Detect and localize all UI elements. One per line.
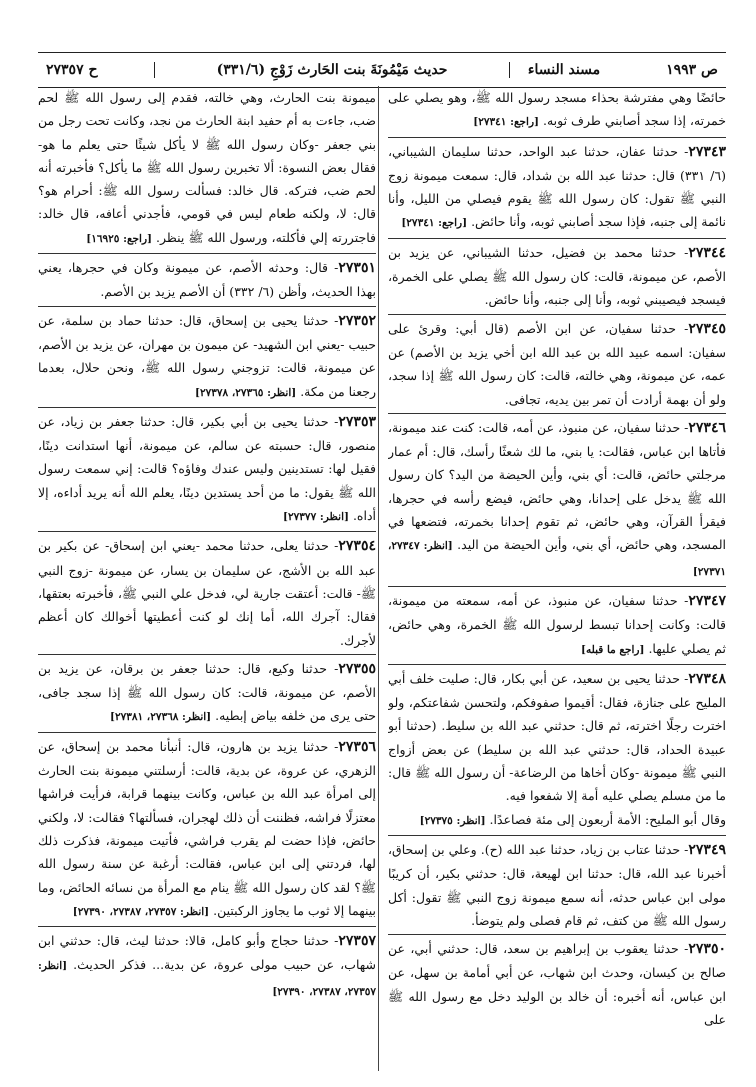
hadith-text: - قال: وحدثه الأصم، عن ميمونة وكان في حجرها، يعني بهذا الحديث، وأظن (٦/ ٣٣٢) أن الأصم يزيد بن الأصم.	[38, 260, 376, 300]
hadith-text: - حدثنا عفان، حدثنا عبد الواحد، حدثنا سليمان الشيباني، (٦/ ٣٣١) قال: حدثنا عبد الله بن شداد، قال: سمعت ميمونة زوج النبي ﷺ تقول: كان رسول الله ﷺ يقوم فيصلي من الليل، وأنا نائمة إلى جنبه، فإذا سجد أصابني ثوبه، وأنا حائض.	[388, 143, 726, 230]
hadith-text: وقال أبو المليح: الأمة أربعون إلى مئة فصاعدًا.	[489, 811, 726, 827]
hadith-entry	[38, 732, 376, 924]
cross-reference: [انظر: ٢٧٣٦٨، ٢٧٣٨١]	[109, 711, 212, 724]
hadith-number: ٢٧٣٤٤	[688, 244, 726, 261]
hadith-text: - حدثنا يزيد بن هارون، قال: أنبأنا محمد بن إسحاق، عن الزهري، عن عروة، عن بدية، قالت: أرسلتني ميمونة بنت الحارث إلى امرأة عبد الله بن عباس، وكانت بينهما قرابة، فرأيت فراشها معتزلًا فراشه، فظننت أن ذلك لهجران، فسألتها؟ فقالت: لا، ولكني حائض، فإذا حضت لم يقرب فراشي، فأتيت ميمونة، فذكرت ذلك لها، فردتني إلى ابن عباس، فقالت: أرغبة عن سنة رسول الله ﷺ؟ لقد كان رسول الله ﷺ ينام مع المرأة من نسائه الحائض، وما بينهما إلا ثوب ما يجاوز الركبتين.	[38, 738, 376, 918]
hadith-text: حائضًا وهي مفترشة بحذاء مسجد رسول الله ﷺ، وهو يصلي على خمرته، إذا سجد أصابني طرف ثوبه.	[388, 90, 726, 129]
cross-reference: [انظر: ٢٧٣٥٧، ٢٧٣٨٧، ٢٧٣٩٠]	[72, 905, 210, 918]
column-divider	[378, 86, 379, 1071]
hadith-number: ٢٧٣٤٨	[688, 670, 726, 687]
musnad-section: مسند النساء	[509, 62, 618, 78]
cross-reference: [انظر: ٢٧٣٧٧]	[283, 511, 349, 524]
hadith-entry	[388, 934, 726, 1031]
cross-reference: [راجع ما قبله]	[581, 643, 645, 656]
hadith-entry	[388, 314, 726, 411]
hadith-text: - حدثنا سفيان، عن ابن الأصم (قال أبي: وقرئ على سفيان: اسمه عبيد الله بن عبد الله ابن أخي يزيد بن الأصم) عن عمه، عن ميمونة، وهي خالته، قالت: كان رسول الله ﷺ إذا سجد، ولو أن بهمة أرادت أن تمر بين يديه، تجافى.	[388, 320, 726, 407]
hadith-number: ٢٧٣٤٥	[688, 320, 726, 337]
page-number: ص ١٩٩٣	[666, 62, 718, 78]
hadith-number: ٢٧٣٤٧	[688, 592, 726, 609]
cross-reference: [انظر: ٢٧٣٧٥]	[419, 814, 486, 827]
hadith-entry	[38, 86, 376, 251]
hadith-entry	[38, 306, 376, 405]
hadith-range: ح ٢٧٣٥٧	[38, 62, 155, 78]
hadith-text: - حدثنا يعلى، حدثنا محمد -يعني ابن إسحاق- عن بكير بن عبد الله بن الأشج، عن سليمان بن يسار، عن ميمونة -زوج النبي ﷺ- قالت: أعتقت جارية لي، فدخل علي النبي ﷺ، فأخبرته بعتقها، فقال: آجرك الله، أما إنك لو كنت أعطيتها أخوالك كان أعظم لأجرك.	[38, 538, 376, 648]
hadith-number: ٢٧٣٥٥	[338, 660, 376, 677]
hadith-text: ميمونة بنت الحارث، وهي خالته، فقدم إلى رسول الله ﷺ لحم ضب، جاءت به أم حفيد ابنة الحارث من نجد، وكانت تحت رجل من بني جعفر -وكان رسول الله ﷺ لا يأكل شيئًا حتى يعلم ما هو- فقال بعض النسوة: ألا تخبرين رسول الله ﷺ ما يأكل؟ فأخبرته أنه لحم ضب، فتركه. قال خالد: فسألت رسول الله ﷺ: أحرام هو؟ قال: لا، ولكنه طعام ليس في قومي، فأجدني أعافه، قال خالد: فاجتررته إلي فأكلته، ورسول الله ﷺ ينظر.	[38, 90, 376, 245]
hadith-text: - حدثنا وكيع، قال: حدثنا جعفر بن برقان، عن يزيد بن الأصم، عن ميمونة، قالت: كان رسول الله ﷺ إذا سجد جافى، حتى يرى من خلفه بياض إبطيه.	[38, 660, 376, 724]
left-column	[38, 86, 376, 1071]
hadith-text: - حدثنا يحيى بن أبي بكير، قال: حدثنا جعفر بن زياد، عن منصور، قال: حسبته عن سالم، عن ميمونة، أنها استدانت دينًا، فقيل لها: تستدينين وليس عندك وفاؤه؟ قالت: إني سمعت رسول الله ﷺ يقول: ما من أحد يستدين دينًا، يعلم الله أنه يريد أداءه، إلا أداه.	[38, 413, 376, 524]
hadith-number: ٢٧٣٥٦	[338, 738, 376, 755]
hadith-text: - حدثنا يعقوب بن إبراهيم بن سعد، قال: حدثني أبي، عن صالح بن كيسان، وحدث ابن شهاب، عن أبي أمامة بن سهل، عن ابن عباس، أنه أخبره: أن خالد بن الوليد دخل مع رسول الله ﷺ على	[388, 941, 726, 1027]
hadith-entry	[388, 586, 726, 662]
hadith-entry	[388, 238, 726, 312]
hadith-entry	[388, 808, 726, 833]
hadith-number: ٢٧٣٥٣	[338, 413, 376, 430]
cross-reference: [انظر: ٢٧٣٤٧، ٢٧٣٧١]	[388, 540, 726, 578]
hadith-number: ٢٧٣٥٧	[338, 933, 376, 950]
hadith-entry	[388, 137, 726, 236]
hadith-number: ٢٧٣٤٩	[688, 841, 726, 858]
hadith-text: - حدثنا سفيان، عن منبوذ، عن أمه، سمعته من ميمونة، قالت: وكانت إحدانا تبسط لرسول الله ﷺ الخمرة، وهي حائض، ثم يصلي عليها.	[388, 592, 726, 656]
hadith-entry	[38, 926, 376, 1004]
hadith-number: ٢٧٣٥٠	[688, 941, 726, 958]
hadith-entry	[38, 531, 376, 651]
hadith-entry	[388, 413, 726, 584]
cross-reference: [راجع: ١٦٩٢٥]	[86, 232, 152, 245]
hadith-entry	[388, 86, 726, 135]
cross-reference: [انظر: ٢٧٣٥٧، ٢٧٣٨٧، ٢٧٣٩٠]	[38, 960, 376, 998]
right-column	[388, 86, 726, 1071]
hadith-entry	[38, 407, 376, 529]
hadith-entry	[38, 253, 376, 304]
hadith-text: - حدثنا محمد بن فضيل، حدثنا الشيباني، عن يزيد بن الأصم، عن ميمونة، قالت: كان رسول الله ﷺ يصلي على الخمرة، فيسجد فيصيبني ثوبه، وأنا إلى جنبه، وأنا حائض.	[388, 244, 726, 308]
hadith-text: - حدثنا حجاج وأبو كامل، قالا: حدثنا ليث، قال: حدثني ابن شهاب، عن حبيب مولى عروة، عن بدية... فذكر الحديث.	[38, 933, 376, 973]
hadith-entry	[388, 664, 726, 808]
hadith-number: ٢٧٣٥٤	[338, 538, 376, 555]
cross-reference: [راجع: ٢٧٣٤١]	[401, 217, 468, 230]
running-title: حديث مَيْمُونَةَ بنت الحَارث زَوْجِ (٣٣١/٦)	[216, 62, 448, 78]
hadith-number: ٢٧٣٥١	[338, 260, 376, 277]
hadith-text: - حدثنا سفيان، عن منبوذ، عن أمه، قالت: كنت عند ميمونة، فأتاها ابن عباس، فقالت: يا بني، ما لك شعثًا رأسك، قال: أم عمار مرجلتي حائض، قالت: أي بني، وأين الحيضة من اليد؟ كان رسول الله ﷺ يدخل على إحدانا، وهي حائض، فيضع رأسه في حجرها، فيقرأ القرآن، وهي حائض، ثم تقوم إحدانا بخمرته، فتضعها في المسجد، وهي حائض، أي بني، وأين الحيضة من اليد.	[388, 419, 726, 553]
hadith-number: ٢٧٣٥٢	[338, 312, 376, 329]
hadith-text: - حدثنا يحيى بن إسحاق، قال: حدثنا حماد بن سلمة، عن حبيب -يعني ابن الشهيد- عن ميمون بن مهران، عن يزيد بن الأصم، عن ميمونة، قالت: تزوجني رسول الله ﷺ، ونحن حلال، بعدما رجعنا من مكة.	[38, 312, 376, 399]
hadith-text: - حدثنا عتاب بن زياد، حدثنا عبد الله (ح). وعلي بن إسحاق، أخبرنا عبد الله، قال: حدثنا ابن لهيعة، قال: حدثني بكير، أن كريبًا مولى ابن عباس حدثه، أنه سمع ميمونة زوج النبي ﷺ تقول: أكل رسول الله ﷺ من كتف، ثم قام فصلى ولم يتوضأ.	[388, 841, 726, 928]
hadith-entry	[38, 654, 376, 730]
hadith-text: - حدثنا يحيى بن سعيد، عن أبي بكار، قال: صليت خلف أبي المليح على جنازة، فقال: أقيموا صفوفكم، ولتحسن شفاعتكم، ولو اخترت رجلًا اخترته، ثم قال: حدثني عبد الله بن سليط. (حدثنا أبو عبيدة الحداد، قال: حدثني عبد الله بن سليط) عن بعض أزواج النبي ﷺ ميمونة -وكان أخاها من الرضاعة- أن رسول الله ﷺ قال: ما من مسلم يصلي عليه أمة إلا شفعوا فيه.	[388, 670, 726, 804]
cross-reference: [انظر: ٢٧٣٦٥، ٢٧٣٧٨]	[195, 386, 297, 399]
hadith-entry	[388, 835, 726, 932]
cross-reference: [راجع: ٢٧٣٤١]	[473, 116, 539, 129]
hadith-number: ٢٧٣٤٦	[688, 419, 726, 436]
hadith-number: ٢٧٣٤٣	[688, 143, 726, 160]
page-header	[38, 52, 726, 88]
